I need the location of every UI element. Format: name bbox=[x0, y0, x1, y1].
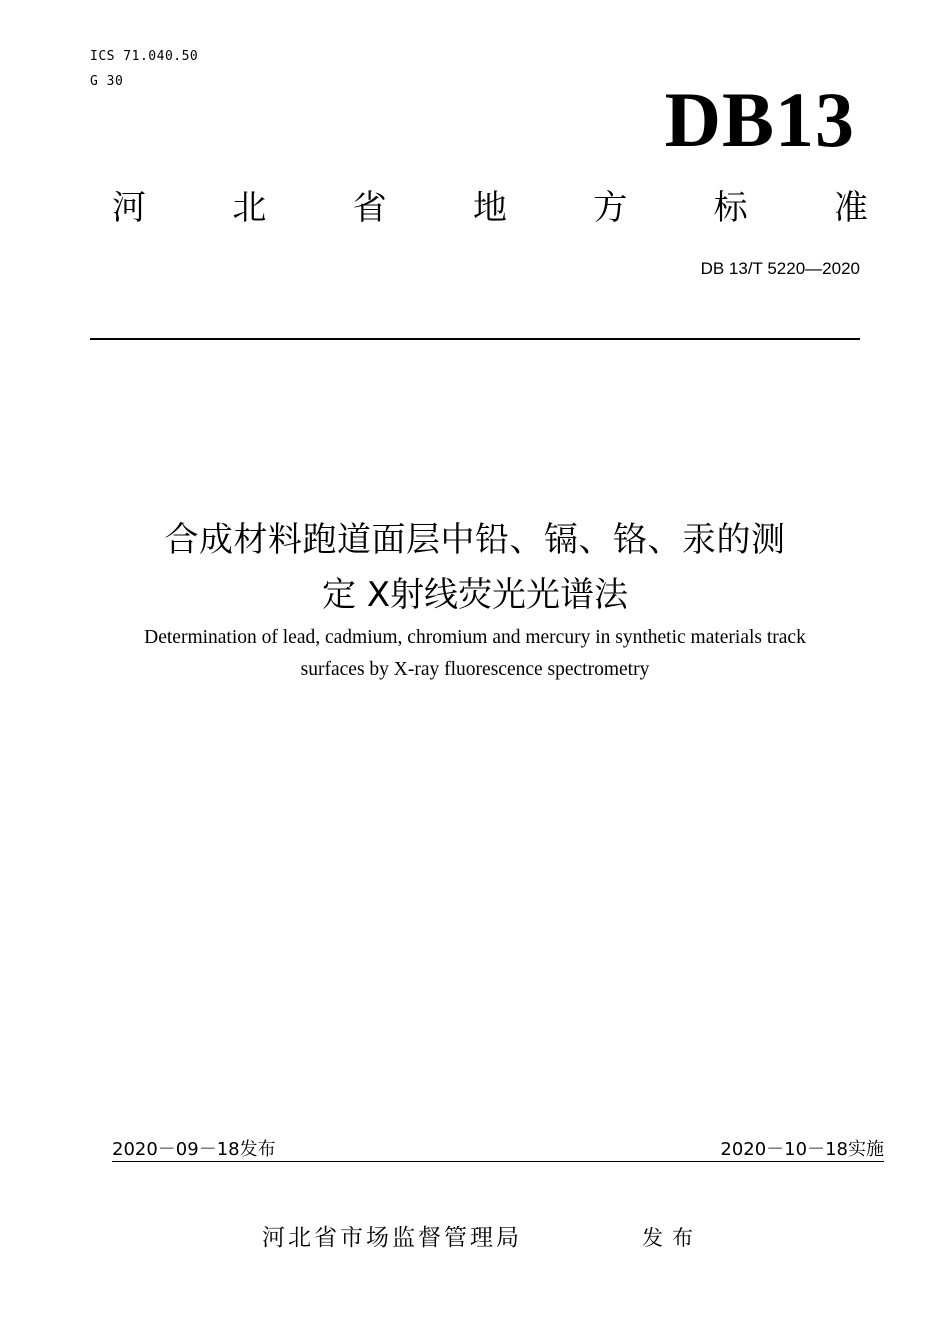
publisher-name: 河北省市场监督管理局 bbox=[262, 1225, 522, 1251]
publish-label: 发布 bbox=[642, 1226, 702, 1250]
title-english-line-2: surfaces by X-ray fluorescence spectrometry bbox=[300, 659, 650, 680]
standard-logo: DB13 bbox=[664, 76, 855, 163]
standard-type bbox=[112, 186, 868, 230]
standard-number: DB 13/T 5220—2020 bbox=[700, 259, 860, 278]
classification-code: G 30 bbox=[90, 74, 124, 89]
standard-type-char: 北 bbox=[232, 188, 267, 228]
standard-type-char: 河 bbox=[112, 188, 146, 228]
standard-type-char: 省 bbox=[352, 188, 387, 228]
standard-type-char: 准 bbox=[833, 188, 868, 228]
title-chinese-line-2: 定 X射线荧光光谱法 bbox=[321, 575, 629, 615]
ics-code: ICS 71.040.50 bbox=[90, 49, 199, 64]
standard-type-char: 方 bbox=[593, 188, 628, 228]
standard-type-char: 标 bbox=[713, 188, 748, 228]
title-english-line-1: Determination of lead, cadmium, chromium and mercury in synthetic materials track bbox=[144, 627, 806, 648]
issue-date: 2020－09－18发布 bbox=[112, 1139, 276, 1160]
footer-divider bbox=[112, 1161, 884, 1162]
title-chinese-line-1: 合成材料跑道面层中铅、镉、铬、汞的测 bbox=[164, 520, 786, 560]
implementation-date: 2020－10－18实施 bbox=[720, 1139, 884, 1160]
header-divider bbox=[90, 338, 860, 340]
standard-type-char: 地 bbox=[472, 188, 507, 228]
